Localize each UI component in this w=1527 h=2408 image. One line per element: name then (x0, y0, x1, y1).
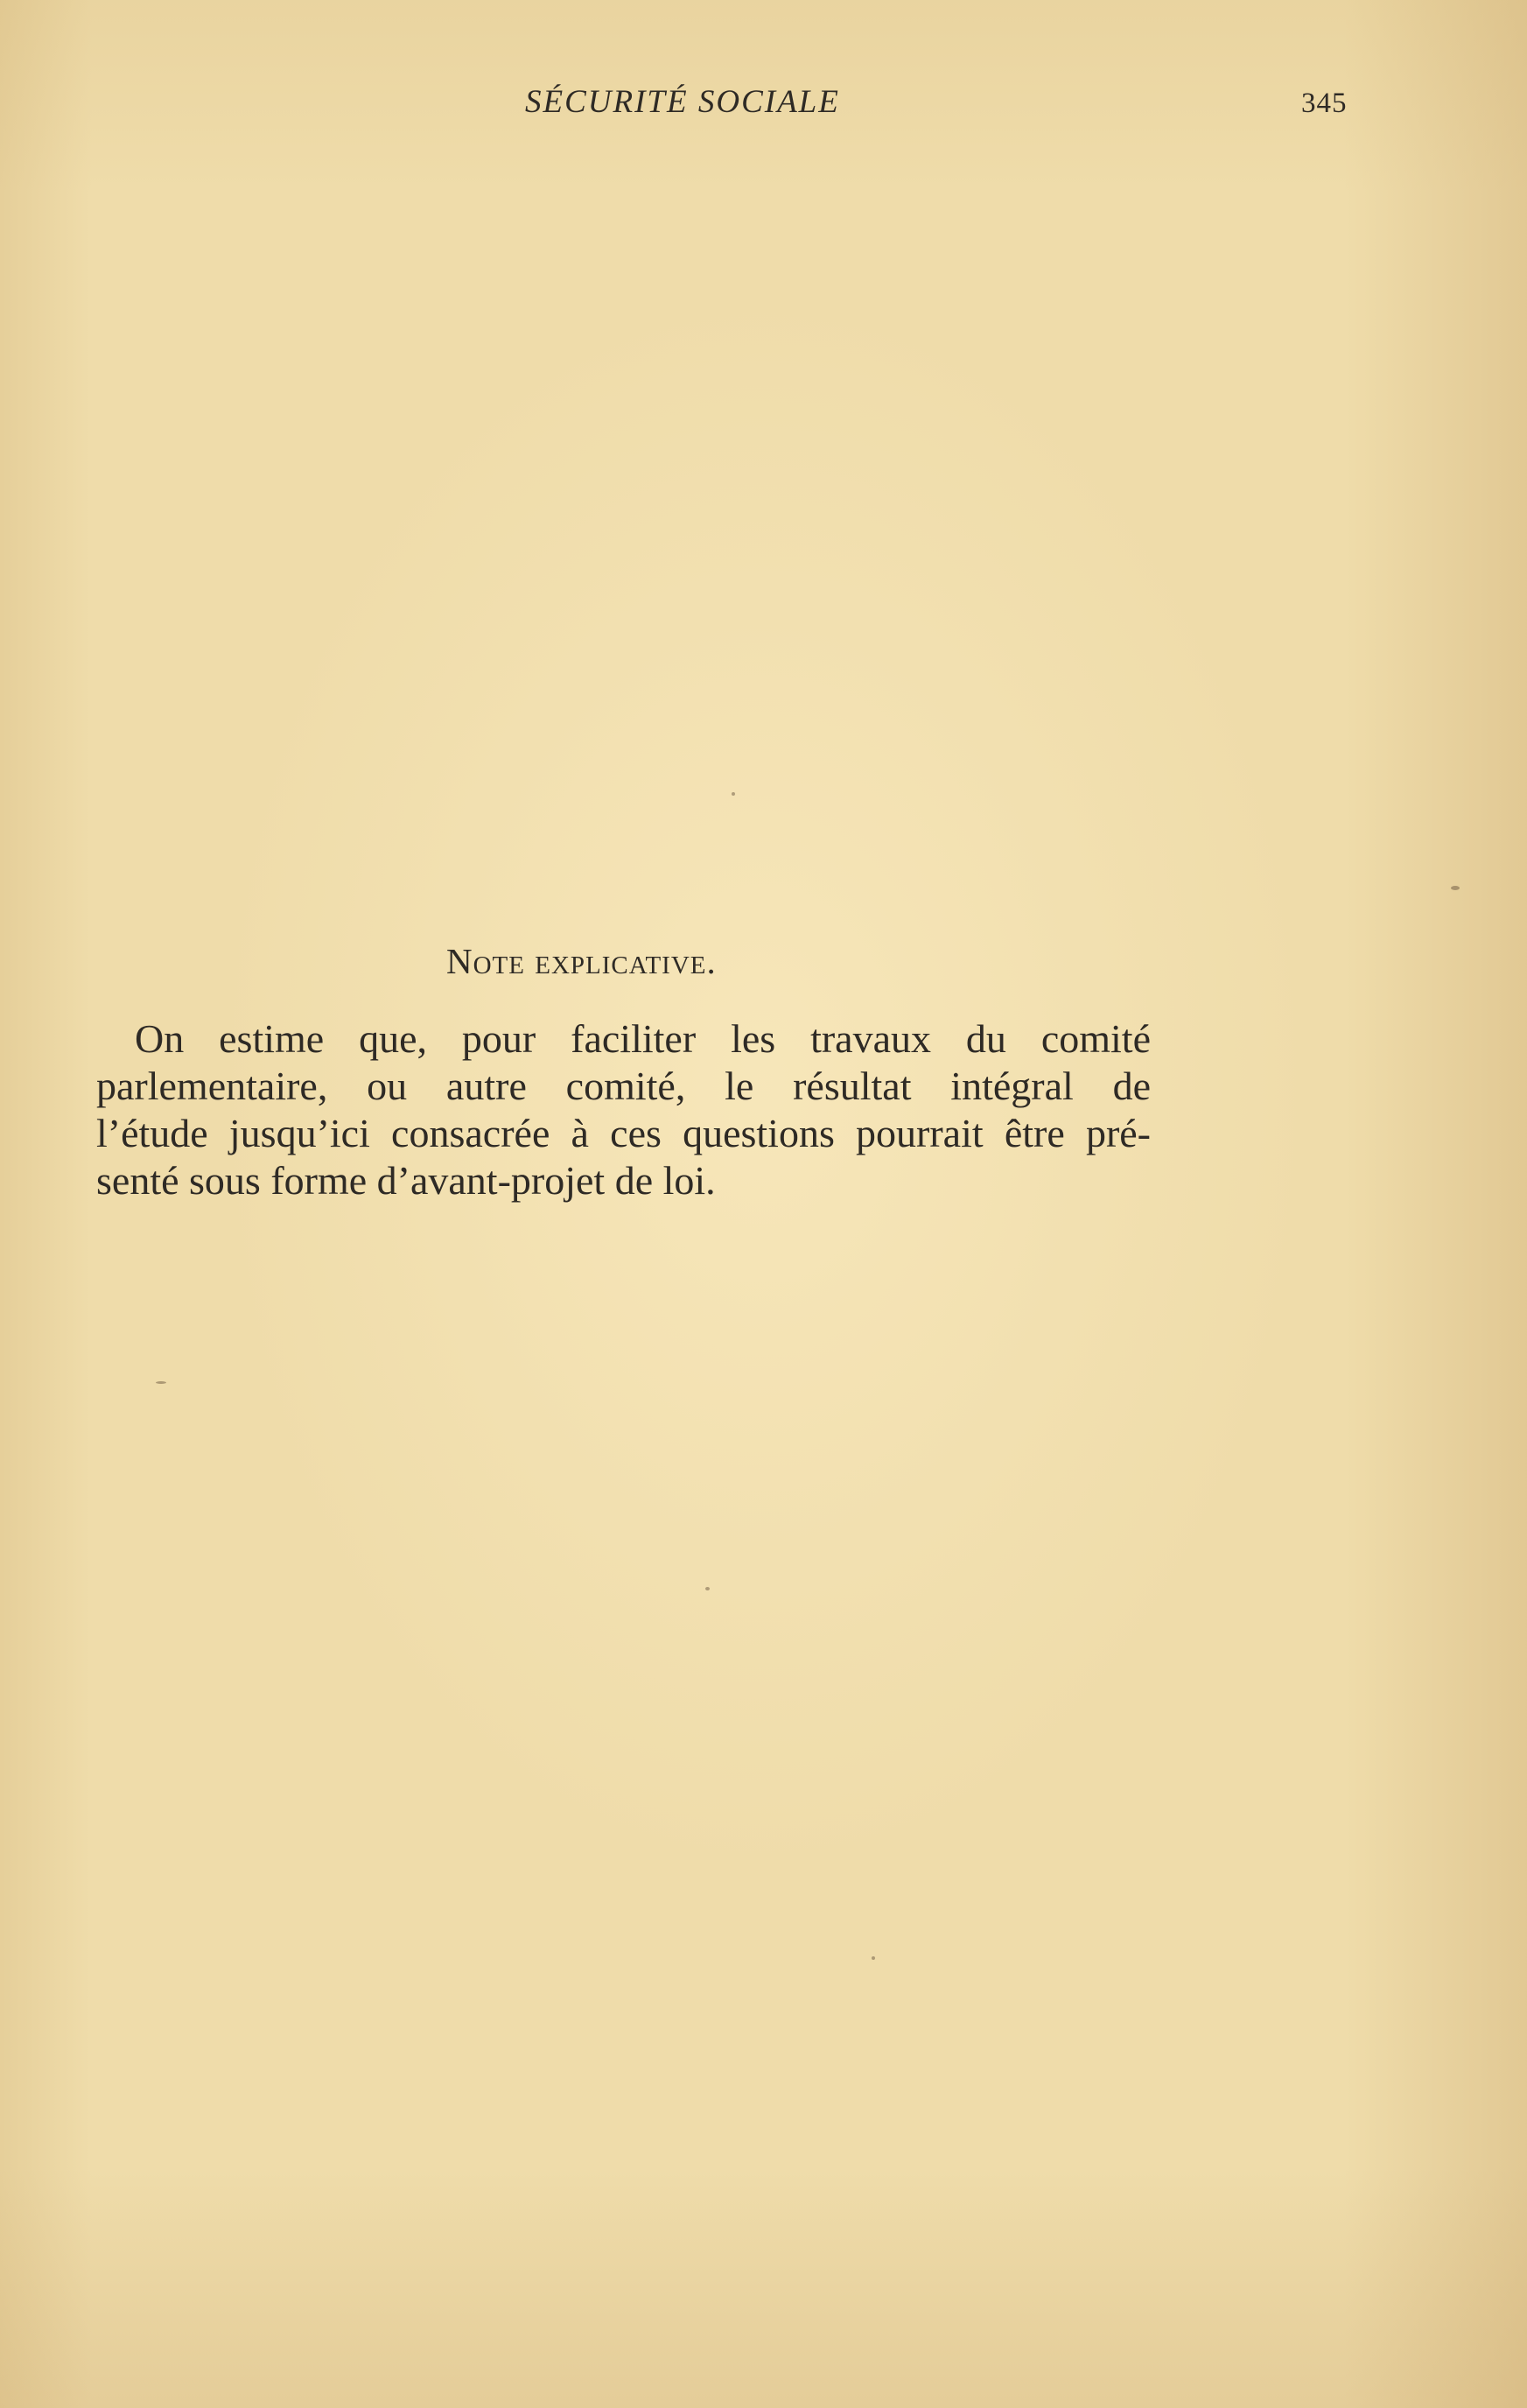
paragraph-line: parlementaire, ou autre comité, le résultat intégral de (96, 1064, 1151, 1108)
paper-speck (156, 1381, 166, 1384)
paper-speck (705, 1587, 710, 1590)
body-paragraph (96, 1015, 1151, 1204)
running-header: SÉCURITÉ SOCIALE (525, 84, 840, 120)
paper-speck (1451, 886, 1460, 890)
paper-speck (732, 792, 735, 796)
paragraph-line: senté sous forme d’avant-projet de loi. (96, 1158, 716, 1203)
section-title: Note explicative. (446, 941, 717, 981)
page-number: 345 (1301, 88, 1348, 119)
paper-speck (872, 1956, 875, 1960)
paragraph-line: On estime que, pour faciliter les travaux du comité (135, 1016, 1151, 1061)
paragraph-line: l’étude jusqu’ici consacrée à ces questions pourrait être pré- (96, 1111, 1151, 1155)
